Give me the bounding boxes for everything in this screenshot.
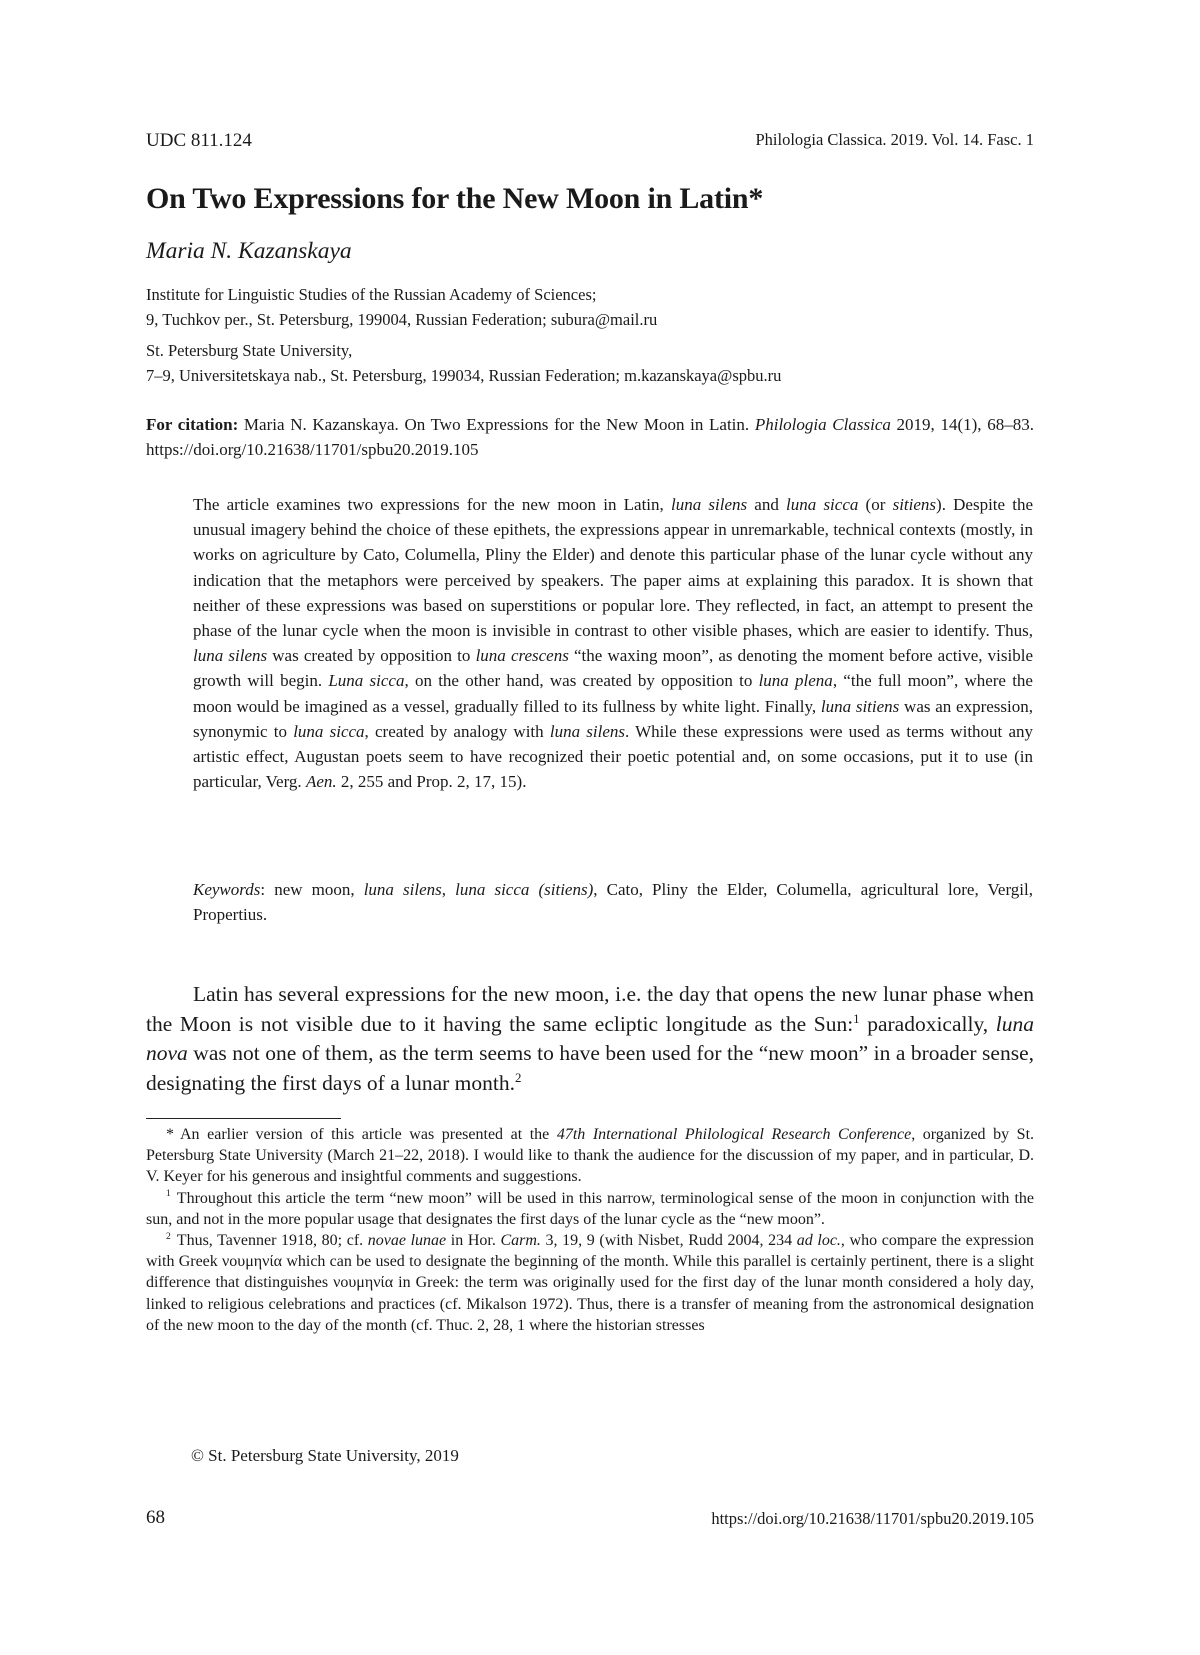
citation-journal: Philologia Classica: [754, 415, 891, 434]
italic-run: 47th International Philological Research Conference: [556, 1126, 912, 1143]
text-run: , “the full moon”, where the moon would be imagined as a vessel, gradually filled to its fullness by white light. Finally,: [193, 671, 1033, 716]
text-run: Throughout this article the term “new moon” will be used in this narrow, terminological sense of the moon in conjunction with the sun, and not in the more popular usage that designates the first days of the lunar cycle as the “new moon”.: [146, 1189, 1034, 1228]
italic-run: luna plena: [758, 671, 833, 691]
footnote-1: [146, 1188, 1034, 1230]
text-run: Thus, Tavenner 1918, 80; cf.: [176, 1232, 368, 1250]
text-run: ,: [441, 880, 456, 899]
journal-info: Philologia Classica. 2019. Vol. 14. Fasc. 1: [755, 130, 1034, 149]
footnote-mark: 1: [166, 1188, 171, 1200]
italic-run: Aen.: [305, 772, 337, 792]
text-run: The article examines two expressions for the new moon in Latin,: [193, 495, 671, 514]
italic-run: luna silens: [670, 495, 748, 514]
text-run: was created by opposition to: [267, 646, 476, 666]
author-name: Maria N. Kazanskaya: [146, 238, 352, 264]
italic-run: luna sicca: [786, 495, 859, 514]
affiliation-2-line-2: 7–9, Universitetskaya nab., St. Petersburg, 199034, Russian Federation; m.kazanskaya@spbu.ru: [146, 366, 782, 385]
footnotes: [146, 1124, 1034, 1336]
doi-link[interactable]: https://doi.org/10.21638/11701/spbu20.2019.105: [711, 1509, 1034, 1528]
italic-run: Keywords: [193, 880, 261, 899]
italic-run: Carm.: [500, 1232, 541, 1250]
citation-label: For citation:: [146, 415, 239, 434]
text-run: in Hor.: [446, 1232, 501, 1250]
italic-run: luna nova: [146, 1011, 1034, 1065]
citation-text-1: Maria N. Kazanskaya. On Two Expressions for the New Moon in Latin.: [238, 415, 755, 434]
text-run: An earlier version of this article was presented at the: [180, 1126, 557, 1143]
footnote-mark: 2: [166, 1230, 171, 1242]
text-run: , created by analogy with: [364, 721, 550, 741]
italic-run: novae lunae: [367, 1232, 447, 1250]
running-header: [146, 130, 1034, 154]
footnote-2: [146, 1230, 1034, 1336]
affiliation-2-line-1: St. Petersburg State University,: [146, 341, 353, 360]
text-run: paradoxically,: [859, 1011, 996, 1036]
italic-run: sitiens: [892, 495, 937, 514]
text-run: “the waxing moon”, as denoting the moment before active, visible growth will begin.: [193, 646, 1033, 691]
text-run: (or: [858, 495, 893, 514]
page-number: 68: [146, 1507, 165, 1528]
italic-run: luna silens: [193, 646, 268, 666]
text-run: ). Despite the unusual imagery behind the choice of these epithets, the expressions appear in unremarkable, technical contexts (mostly, in works on agriculture by Cato, Columella, Pliny the Elder) and denote this particular phase of the lunar cycle without any indication that the metaphors were perceived by speakers. The paper aims at explaining this paradox. It is shown that neither of these expressions was based on superstitions or popular lore. They reflected, in fact, an attempt to present the phase of the lunar cycle when the moon is invisible in contrast to other visible phases, which are easier to identify. Thus,: [193, 495, 1034, 641]
article-title: On Two Expressions for the New Moon in Latin*: [146, 182, 764, 215]
italic-run: luna crescens: [475, 646, 569, 666]
text-run: 3, 19, 9 (with Nisbet, Rudd 2004, 234: [540, 1232, 797, 1250]
body-paragraph: [146, 980, 1034, 1098]
text-run: and: [747, 495, 787, 514]
citation-text-2: 2019, 14(1), 68–83. https://doi.org/10.21638/11701/spbu20.2019.105: [146, 415, 1034, 459]
text-run: , who compare the expression with Greek νουμηνία which can be used to designate the beginning of the month. While this parallel is certainly pertinent, there is a slight difference that distinguishes νουμηνία in Greek: the term was originally used for the first day of the lunar month considered a holy day, linked to religious celebrations and practices (cf. Mikalson 1972). Thus, there is a transfer of meaning from the astronomical designation of the new moon to the day of the month (cf. Thuc. 2, 28, 1 where the historian stresses: [146, 1232, 1035, 1334]
text-run: 2, 255 and Prop. 2, 17, 15).: [336, 772, 527, 792]
text-run: was not one of them, as the term seems to have been used for the “new moon” in a broader sense, designating the first days of a lunar month.: [146, 1041, 1034, 1095]
citation: [146, 412, 1034, 462]
footnote-star: [146, 1124, 1034, 1188]
italic-run: luna silens: [549, 721, 625, 741]
affiliation-2: [146, 338, 1034, 388]
affiliation-1-line-2: 9, Tuchkov per., St. Petersburg, 199004, Russian Federation; subura@mail.ru: [146, 310, 658, 329]
text-run: , on the other hand, was created by opposition to: [404, 671, 759, 691]
footnote-ref: 2: [515, 1070, 522, 1085]
italic-run: luna silens: [363, 880, 442, 899]
footnote-mark: *: [166, 1126, 174, 1143]
text-run: , organized by St. Petersburg State University (March 21–22, 2018). I would like to thank the audience for the discussion of my paper, and in particular, D. V. Keyer for his generous and insightful comments and suggestions.: [146, 1126, 1035, 1186]
text-run: : new moon,: [260, 880, 364, 899]
italic-run: luna sicca: [293, 721, 365, 741]
footnote-divider: [146, 1118, 341, 1119]
affiliation-1: [146, 282, 1034, 332]
udc-code: UDC 811.124: [146, 130, 252, 151]
italic-run: Luna sicca: [328, 671, 405, 691]
copyright: © St. Petersburg State University, 2019: [191, 1446, 459, 1465]
text-run: Latin has several expressions for the new moon, i.e. the day that opens the new lunar phase when the Moon is not visible due to it having the same ecliptic longitude as the Sun:: [146, 982, 1034, 1036]
italic-run: luna sicca (sitiens): [455, 880, 594, 899]
text-run: was an expression, synonymic to: [193, 696, 1034, 741]
abstract: [193, 492, 1033, 794]
keywords: [193, 877, 1033, 927]
affiliation-1-line-1: Institute for Linguistic Studies of the Russian Academy of Sciences;: [146, 285, 597, 304]
text-run: . While these expressions were used as terms without any artistic effect, Augustan poets seem to have recognized their poetic potential and, on some occasions, put it to use (in particular, Verg.: [193, 721, 1033, 792]
italic-run: luna sitiens: [820, 696, 900, 716]
italic-run: ad loc.: [796, 1232, 841, 1250]
footnote-ref: 1: [853, 1011, 860, 1026]
text-run: , Cato, Pliny the Elder, Columella, agricultural lore, Vergil, Propertius.: [193, 880, 1034, 925]
